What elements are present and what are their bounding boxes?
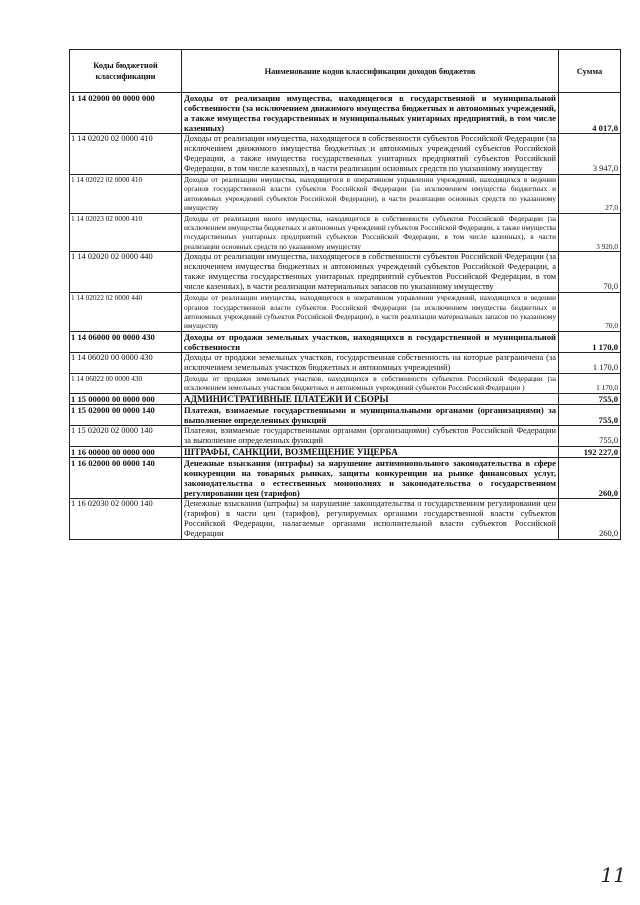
table-row [70, 134, 621, 175]
row-code: 1 15 02000 00 0000 140 [70, 404, 182, 425]
row-name: Денежные взыскания (штрафы) за нарушение законодательства о государственном регулировании цен (тарифов) в части цен (тарифов), регулируемых органами государственной власти субъектов Российской Федерации, налагаемые органами исполнительной власти субъектов Российской Федерации [182, 498, 559, 539]
row-code: 1 14 02022 02 0000 440 [70, 293, 182, 332]
row-name: Доходы от реализации имущества, находящегося в оперативном управлении учреждений, находящихся в ведении органов государственной власти субъектов Российской Федерации (за исключением имущества бюджетных и автономных учреждений субъектов Российской Федерации), в части реализации основных средств по указанному имуществу [182, 175, 559, 214]
row-name: Платежи, взимаемые государственными и муниципальными органами (организациями) за выполнение определенных функций [182, 404, 559, 425]
table-row [70, 457, 621, 498]
table-row [70, 252, 621, 293]
row-code: 1 14 02020 02 0000 410 [70, 134, 182, 175]
row-sum: 70,0 [559, 252, 621, 293]
table-row [70, 213, 621, 252]
budget-revenue-table [69, 49, 621, 540]
row-code: 1 14 02020 02 0000 440 [70, 252, 182, 293]
table-row [70, 425, 621, 446]
table-row [70, 393, 621, 404]
header-name: Наименование кодов классификации доходов бюджетов [182, 50, 559, 93]
row-sum: 260,0 [559, 498, 621, 539]
row-sum: 3 920,0 [559, 213, 621, 252]
table-row [70, 446, 621, 457]
row-code: 1 16 02000 00 0000 140 [70, 457, 182, 498]
table-row [70, 331, 621, 352]
row-code: 1 14 06000 00 0000 430 [70, 331, 182, 352]
row-code: 1 15 00000 00 0000 000 [70, 393, 182, 404]
table-row [70, 373, 621, 393]
row-sum: 260,0 [559, 457, 621, 498]
row-sum: 1 170,0 [559, 373, 621, 393]
header-sum: Сумма [559, 50, 621, 93]
row-code: 1 14 02023 02 0000 410 [70, 213, 182, 252]
table-row [70, 175, 621, 214]
row-sum: 70,0 [559, 293, 621, 332]
row-sum: 4 017,0 [559, 93, 621, 134]
page-number: 11 [600, 863, 626, 887]
table-row [70, 352, 621, 373]
row-code: 1 14 02000 00 0000 000 [70, 93, 182, 134]
row-name: Денежные взыскания (штрафы) за нарушение антимонопольного законодательства в сфере конкуренции на товарных рынках, защиты конкуренции на рынке финансовых услуг, законодательства о естественных монополиях и законодательства о государственном регулировании цен (тарифов) [182, 457, 559, 498]
row-name: Доходы от продажи земельных участков, государственная собственность на которые разграничена (за исключением земельных участков бюджетных и автономных учреждений) [182, 352, 559, 373]
row-sum: 3 947,0 [559, 134, 621, 175]
row-name: АДМИНИСТРАТИВНЫЕ ПЛАТЕЖИ И СБОРЫ [182, 393, 559, 404]
row-code: 1 16 02030 02 0000 140 [70, 498, 182, 539]
row-sum: 755,0 [559, 425, 621, 446]
table-row [70, 293, 621, 332]
table-header-row [70, 50, 621, 93]
row-code: 1 16 00000 00 0000 000 [70, 446, 182, 457]
table-row [70, 404, 621, 425]
table-row [70, 93, 621, 134]
row-code: 1 14 02022 02 0000 410 [70, 175, 182, 214]
row-name: Платежи, взимаемые государственными органами (организациями) субъектов Российской Федерации за выполнение определенных функций [182, 425, 559, 446]
row-sum: 755,0 [559, 393, 621, 404]
row-name: ШТРАФЫ, САНКЦИИ, ВОЗМЕЩЕНИЕ УЩЕРБА [182, 446, 559, 457]
row-sum: 755,0 [559, 404, 621, 425]
table-body [70, 93, 621, 540]
row-code: 1 14 06022 00 0000 430 [70, 373, 182, 393]
row-name: Доходы от реализации имущества, находящегося в оперативном управлении учреждений, находящихся в ведении органов государственной власти субъектов Российской Федерации (за исключением имущества бюджетных и автономных учреждений субъектов Российской Федерации), в части реализации материальных запасов по указанному имуществу [182, 293, 559, 332]
row-name: Доходы от продажи земельных участков, находящихся в собственности субъектов Российской Федерации (за исключением земельных участков бюджетных и автономных учреждений субъектов Российской Федерации ) [182, 373, 559, 393]
row-name: Доходы от реализации имущества, находящегося в собственности субъектов Российской Федерации (за исключением имущества бюджетных и автономных учреждений субъектов Российской Федерации, а также имущества государственных унитарных предприятий субъектов Российской Федерации, в том числе казенных), в части реализации материальных запасов по указанному имуществу [182, 252, 559, 293]
row-name: Доходы от реализации имущества, находящегося в собственности субъектов Российской Федерации (за исключением движимого имущества бюджетных и автономных учреждений субъектов Российской Федерации, а также имущества государственных унитарных предприятий субъектов Российской Федерации, в том числе казенных), в части реализации основных средств по указанному имуществу [182, 134, 559, 175]
row-code: 1 14 06020 00 0000 430 [70, 352, 182, 373]
row-sum: 1 170,0 [559, 331, 621, 352]
row-name: Доходы от реализации иного имущества, находящегося в собственности субъектов Российской Федерации (за исключением имущества бюджетных и автономных учреждений субъектов Российской Федерации, а также имущества государственных унитарных предприятий субъектов Российской Федерации, в том числе казенных), в части реализации основных средств по указанному имуществу [182, 213, 559, 252]
row-name: Доходы от реализации имущества, находящегося в государственной и муниципальной собственности (за исключением движимого имущества бюджетных и автономных учреждений, а также имущества государственных и муниципальных унитарных предприятий, в том числе казенных) [182, 93, 559, 134]
row-sum: 27,0 [559, 175, 621, 214]
row-name: Доходы от продажи земельных участков, находящихся в государственной и муниципальной собственности [182, 331, 559, 352]
header-codes: Коды бюджетной классификации [70, 50, 182, 93]
table-row [70, 498, 621, 539]
row-sum: 192 227,0 [559, 446, 621, 457]
row-code: 1 15 02020 02 0000 140 [70, 425, 182, 446]
row-sum: 1 170,0 [559, 352, 621, 373]
